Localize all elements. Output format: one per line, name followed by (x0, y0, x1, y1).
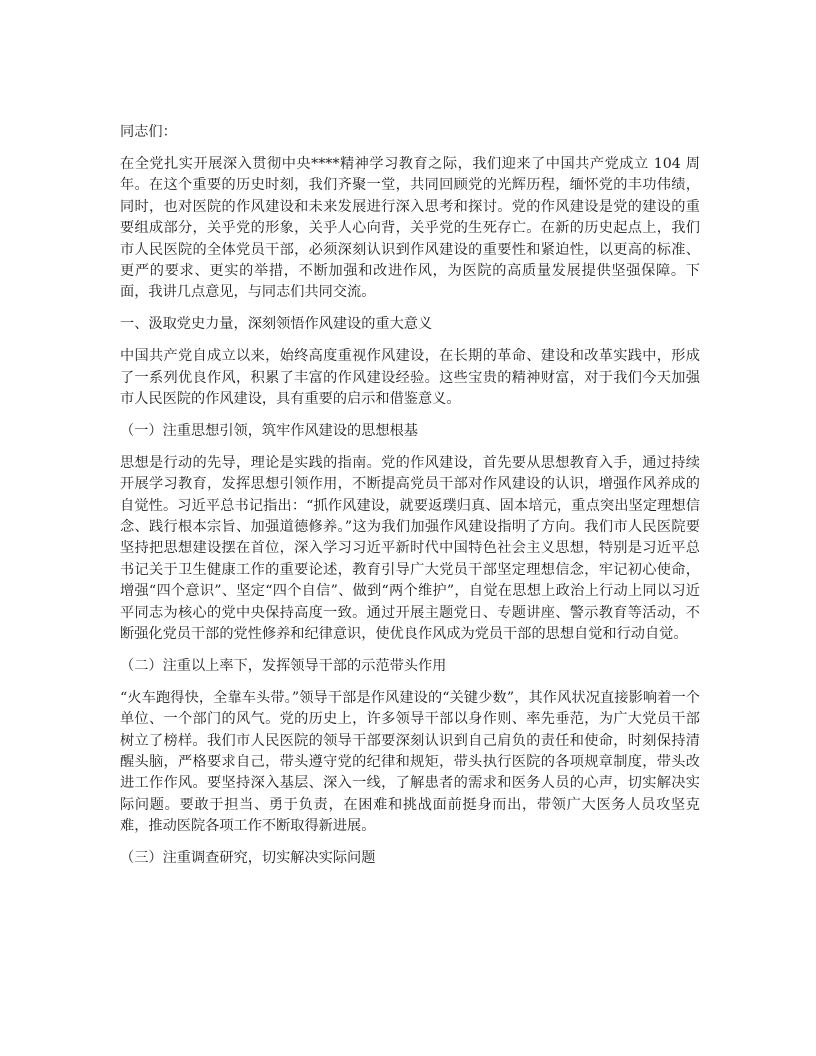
section-heading-1: 一、汲取党史力量，深刻领悟作风建设的重大意义 (120, 316, 433, 333)
intro-paragraph: 在全党扎实开展深入贯彻中央****精神学习教育之际，我们迎来了中国共产党成立 104 周年。在这个重要的历史时刻，我们齐聚一堂，共同回顾党的光辉历程，缅怀党的丰功伟绩，同时，也对医院的作风建设和未来发展进行深入思考和探讨。党的作风建设是党的建设的重要组成部分，关乎党的形象，关乎人心向背，关乎党的生死存亡。在新的历史起点上，我们市人民医院的全体党员干部，必须深刻认识到作风建设的重要性和紧迫性，以更高的标准、更严的要求、更实的举措，不断加强和改进作风，为医院的高质量发展提供坚强保障。下面，我讲几点意见，与同志们共同交流。 (120, 155, 700, 301)
document-page (120, 122, 700, 880)
subsection-heading-3: （三）注重调查研究，切实解决实际问题 (120, 850, 376, 867)
subsection-heading-2: （二）注重以上率下，发挥领导干部的示范带头作用 (120, 657, 447, 674)
greeting: 同志们： (120, 124, 177, 140)
subsection-2-paragraph: “火车跑得快，全靠车头带。”领导干部是作风建设的“关键少数”，其作风状况直接影响着一个单位、一个部门的风气。党的历史上，许多领导干部以身作则、率先垂范，为广大党员干部树立了榜样。我们市人民医院的领导干部要深刻认识到自己肩负的责任和使命，时刻保持清醒头脑，严格要求自己，带头遵守党的纪律和规矩，带头执行医院的各项规章制度，带头改进工作作风。要坚持深入基层、深入一线，了解患者的需求和医务人员的心声，切实解决实际问题。要敢于担当、勇于负责，在困难和挑战面前挺身而出，带领广大医务人员攻坚克难，推动医院各项工作不断取得新进展。 (120, 689, 700, 835)
section-1-paragraph: 中国共产党自成立以来，始终高度重视作风建设，在长期的革命、建设和改革实践中，形成了一系列优良作风，积累了丰富的作风建设经验。这些宝贵的精神财富，对于我们今天加强市人民医院的作风建设，具有重要的启示和借鉴意义。 (120, 348, 700, 407)
subsection-1-paragraph: 思想是行动的先导，理论是实践的指南。党的作风建设，首先要从思想教育入手，通过持续开展学习教育，发挥思想引领作用，不断提高党员干部对作风建设的认识，增强作风养成的自觉性。习近平总书记指出：“抓作风建设，就要返璞归真、固本培元，重点突出坚定理想信念、践行根本宗旨、加强道德修养。”这为我们加强作风建设指明了方向。我们市人民医院要坚持把思想建设摆在首位，深入学习习近平新时代中国特色社会主义思想，特别是习近平总书记关于卫生健康工作的重要论述，教育引导广大党员干部坚定理想信念，牢记初心使命，增强“四个意识”、坚定“四个自信”、做到“两个维护”，自觉在思想上政治上行动上同以习近平同志为核心的党中央保持高度一致。通过开展主题党日、专题讲座、警示教育等活动，不断强化党员干部的党性修养和纪律意识，使优良作风成为党员干部的思想自觉和行动自觉。 (120, 454, 700, 643)
subsection-heading-1: （一）注重思想引领，筑牢作风建设的思想根基 (120, 422, 418, 439)
